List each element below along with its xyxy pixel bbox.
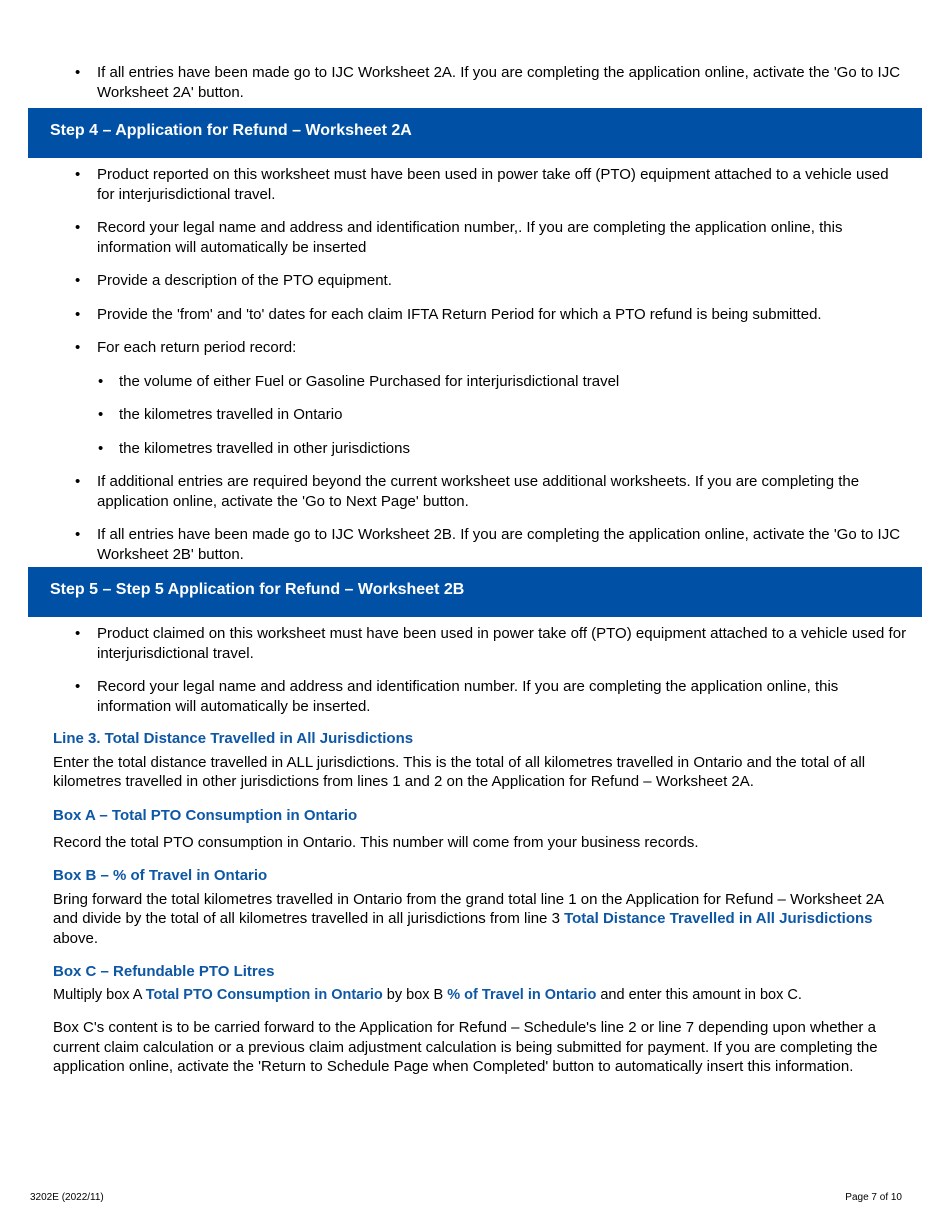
sub-list-item: • the kilometres travelled in other jurisdictions (0, 439, 950, 459)
list-item: • If additional entries are required beyond the current worksheet use additional worksheets. If you are completing the application online, activate the 'Go to Next Page' button. (0, 472, 950, 511)
list-item: • If all entries have been made go to IJC Worksheet 2A. If you are completing the application online, activate the 'Go to IJC Worksheet 2A' button. (0, 63, 950, 102)
step4-title: Step 4 – Application for Refund – Worksheet 2A (50, 122, 412, 139)
boxA-text: Record the total PTO consumption in Ontario. This number will come from your business records. (53, 833, 699, 851)
boxA-heading: Box A – Total PTO Consumption in Ontario (53, 807, 358, 824)
boxB-section (0, 866, 950, 948)
boxC-section (0, 962, 950, 1077)
page-number: Page 7 of 10 (845, 1192, 902, 1203)
step4-banner (28, 108, 922, 158)
list-item: • Record your legal name and address and identification number,. If you are completing the application online, this information will automatically be inserted (0, 218, 950, 257)
top-bullet-list (0, 63, 950, 102)
list-item: • Product reported on this worksheet must have been used in power take off (PTO) equipment attached to a vehicle used for interjurisdictional travel. (0, 165, 950, 204)
line3-text: Enter the total distance travelled in ALL jurisdictions. This is the total of all kilometres travelled in Ontario and the total of all kilometres travelled in other jurisdictions from lines 1 and 2 on the Application for Refund – Worksheet 2A. (53, 753, 866, 790)
form-code: 3202E (2022/11) (30, 1192, 104, 1203)
list-item: • Record your legal name and address and identification number. If you are completing the application online, this information will automatically be inserted. (0, 677, 950, 716)
boxB-reference: Total Distance Travelled in All Jurisdictions (564, 910, 873, 927)
list-item: • Product claimed on this worksheet must have been used in power take off (PTO) equipment attached to a vehicle used for interjurisdictional travel. (0, 624, 950, 663)
step5-bullet-list (0, 624, 950, 716)
step5-title: Step 5 – Step 5 Application for Refund – Worksheet 2B (50, 581, 465, 598)
boxC-text: Multiply box A Total PTO Consumption in Ontario by box B % of Travel in Ontario and enter this amount in box C. (53, 986, 802, 1003)
boxC-text2: Box C's content is to be carried forward to the Application for Refund – Schedule's line 2 or line 7 depending upon whether a current claim calculation or a previous claim adjustment calculation is being submitted for payment. If you are completing the application online, activate the 'Return to Schedule Page when Completed' button to automatically insert this information. (53, 1019, 878, 1075)
sub-list-item: • the kilometres travelled in Ontario (0, 405, 950, 425)
line3-section (0, 729, 950, 792)
step4-bullet-list (0, 165, 950, 564)
list-item: • For each return period record: (0, 338, 950, 358)
boxB-heading: Box B – % of Travel in Ontario (53, 867, 268, 884)
list-item: • Provide the 'from' and 'to' dates for each claim IFTA Return Period for which a PTO refund is being submitted. (0, 305, 950, 325)
boxA-section (0, 806, 950, 852)
boxB-text: Bring forward the total kilometres travelled in Ontario from the grand total line 1 on the Application for Refund – Worksheet 2A and divide by the total of all kilometres travelled in all jurisdictions from line 3 Total Distance Travelled in All Jurisdictions above. (53, 890, 884, 947)
list-item: • If all entries have been made go to IJC Worksheet 2B. If you are completing the application online, activate the 'Go to IJC Worksheet 2B' button. (0, 525, 950, 564)
step5-banner (28, 567, 922, 617)
boxC-reference-a: Total PTO Consumption in Ontario (145, 986, 383, 1003)
boxC-heading: Box C – Refundable PTO Litres (53, 963, 275, 980)
boxC-reference-b: % of Travel in Ontario (447, 986, 597, 1003)
list-item: • Provide a description of the PTO equipment. (0, 271, 950, 291)
line3-heading: Line 3. Total Distance Travelled in All Jurisdictions (53, 730, 414, 747)
sub-list-item: • the volume of either Fuel or Gasoline Purchased for interjurisdictional travel (0, 372, 950, 392)
